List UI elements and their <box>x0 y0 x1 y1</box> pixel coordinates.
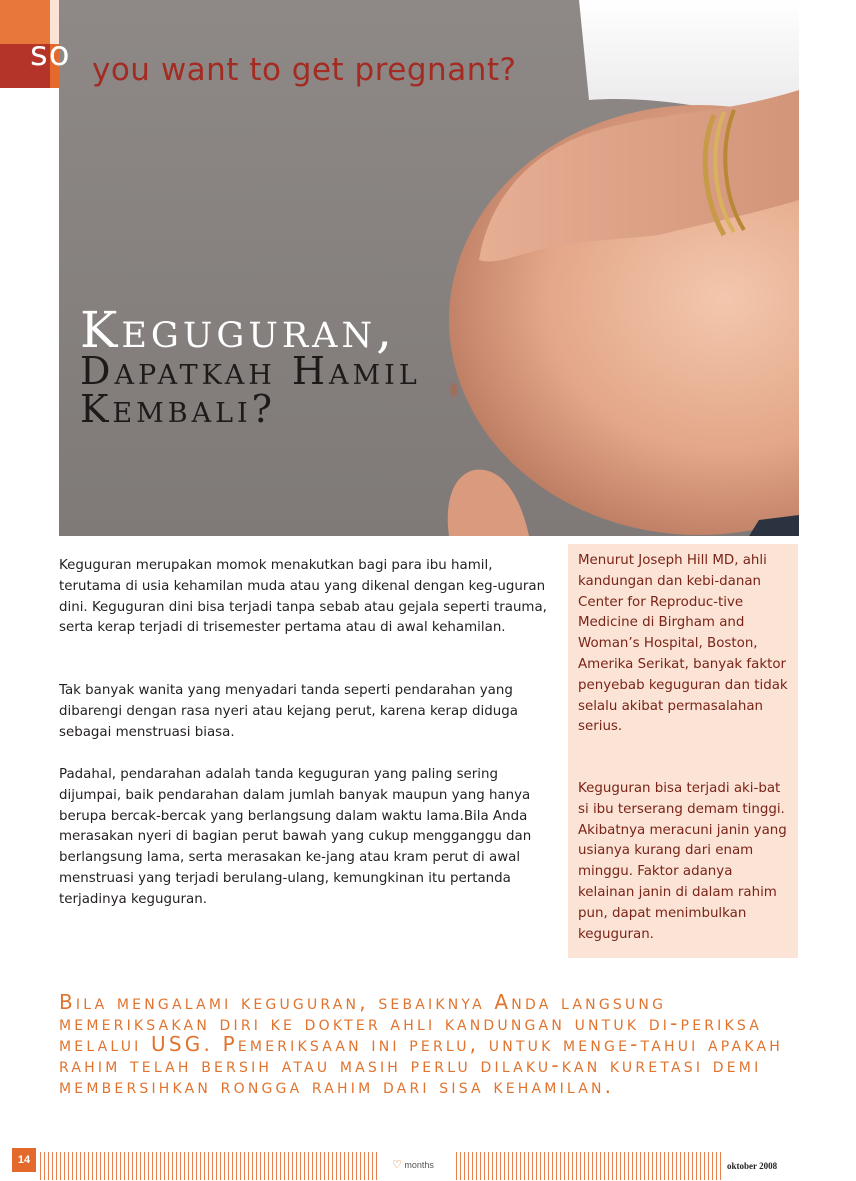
body-paragraph: Tak banyak wanita yang menyadari tanda seperti pendarahan yang dibarengi dengan rasa nyeri atau kejang perut, karena kerap diduga sebagai menstruasi biasa. <box>59 683 518 740</box>
heart-icon: ♡ <box>392 1159 402 1171</box>
footer-stripe-right <box>456 1152 724 1180</box>
body-paragraph: Padahal, pendarahan adalah tanda keguguran yang paling sering dijumpai, baik pendarahan dalam jumlah banyak maupun yang hanya berupa bercak-bercak yang berlangsung dalam waktu lama.Bila Anda merasakan nyeri di bagian perut bawah yang cukup mengganggu dan berlangsung lama, serta merasakan ke-jang atau kram perut di awal menstruasi yang terjadi berulang-ulang, kemungkinan itu pertanda terjadinya keguguran. <box>59 767 532 907</box>
pull-quote: Bila mengalami keguguran, sebaiknya Anda langsung memeriksakan diri ke dokter ahli kandungan untuk di-periksa melalui USG. Pemeriksaan ini perlu, untuk menge-tahui apakah rahim telah bersih atau masih perlu dilaku-kan kuretasi demi membersihkan rongga rahim dari sisa kehamilan. <box>59 990 783 1098</box>
footer-stripe-left <box>40 1152 380 1180</box>
body-paragraph: Keguguran merupakan momok menakutkan bagi para ibu hamil, terutama di usia kehamilan muda atau yang dikenal dengan keg-uguran dini. Keguguran dini bisa terjadi tanpa sebab atau gejala seperti trauma, serta kerap terjadi di trisemester pertama atau di awal kehamilan. <box>59 558 547 636</box>
footer-logo <box>392 1158 434 1171</box>
section-label: so <box>30 34 71 74</box>
sidebar-paragraph: Menurut Joseph Hill MD, ahli kandungan dan kebi-danan Center for Reproduc-tive Medicine di Birgham and Woman’s Hospital, Boston, Amerika Serikat, banyak faktor penyebab keguguran dan tidak selalu akibat permasalahan serius. <box>578 553 788 735</box>
article-title: Keguguran, <box>80 301 396 359</box>
footer-logo-text: months <box>404 1160 434 1170</box>
sidebar-paragraph: Keguguran bisa terjadi aki-bat si ibu terserang demam tinggi. Akibatnya meracuni janin yang usianya kurang dari enam minggu. Faktor adanya kelainan janin di dalam rahim pun, dapat menimbulkan keguguran. <box>578 781 787 942</box>
sidebar-box <box>568 544 798 958</box>
article-subtitle: Dapatkah Hamil Kembali? <box>80 349 421 431</box>
issue-date: oktober 2008 <box>727 1161 778 1171</box>
section-tagline: you want to get pregnant? <box>92 52 517 88</box>
page-number: 14 <box>12 1148 36 1172</box>
